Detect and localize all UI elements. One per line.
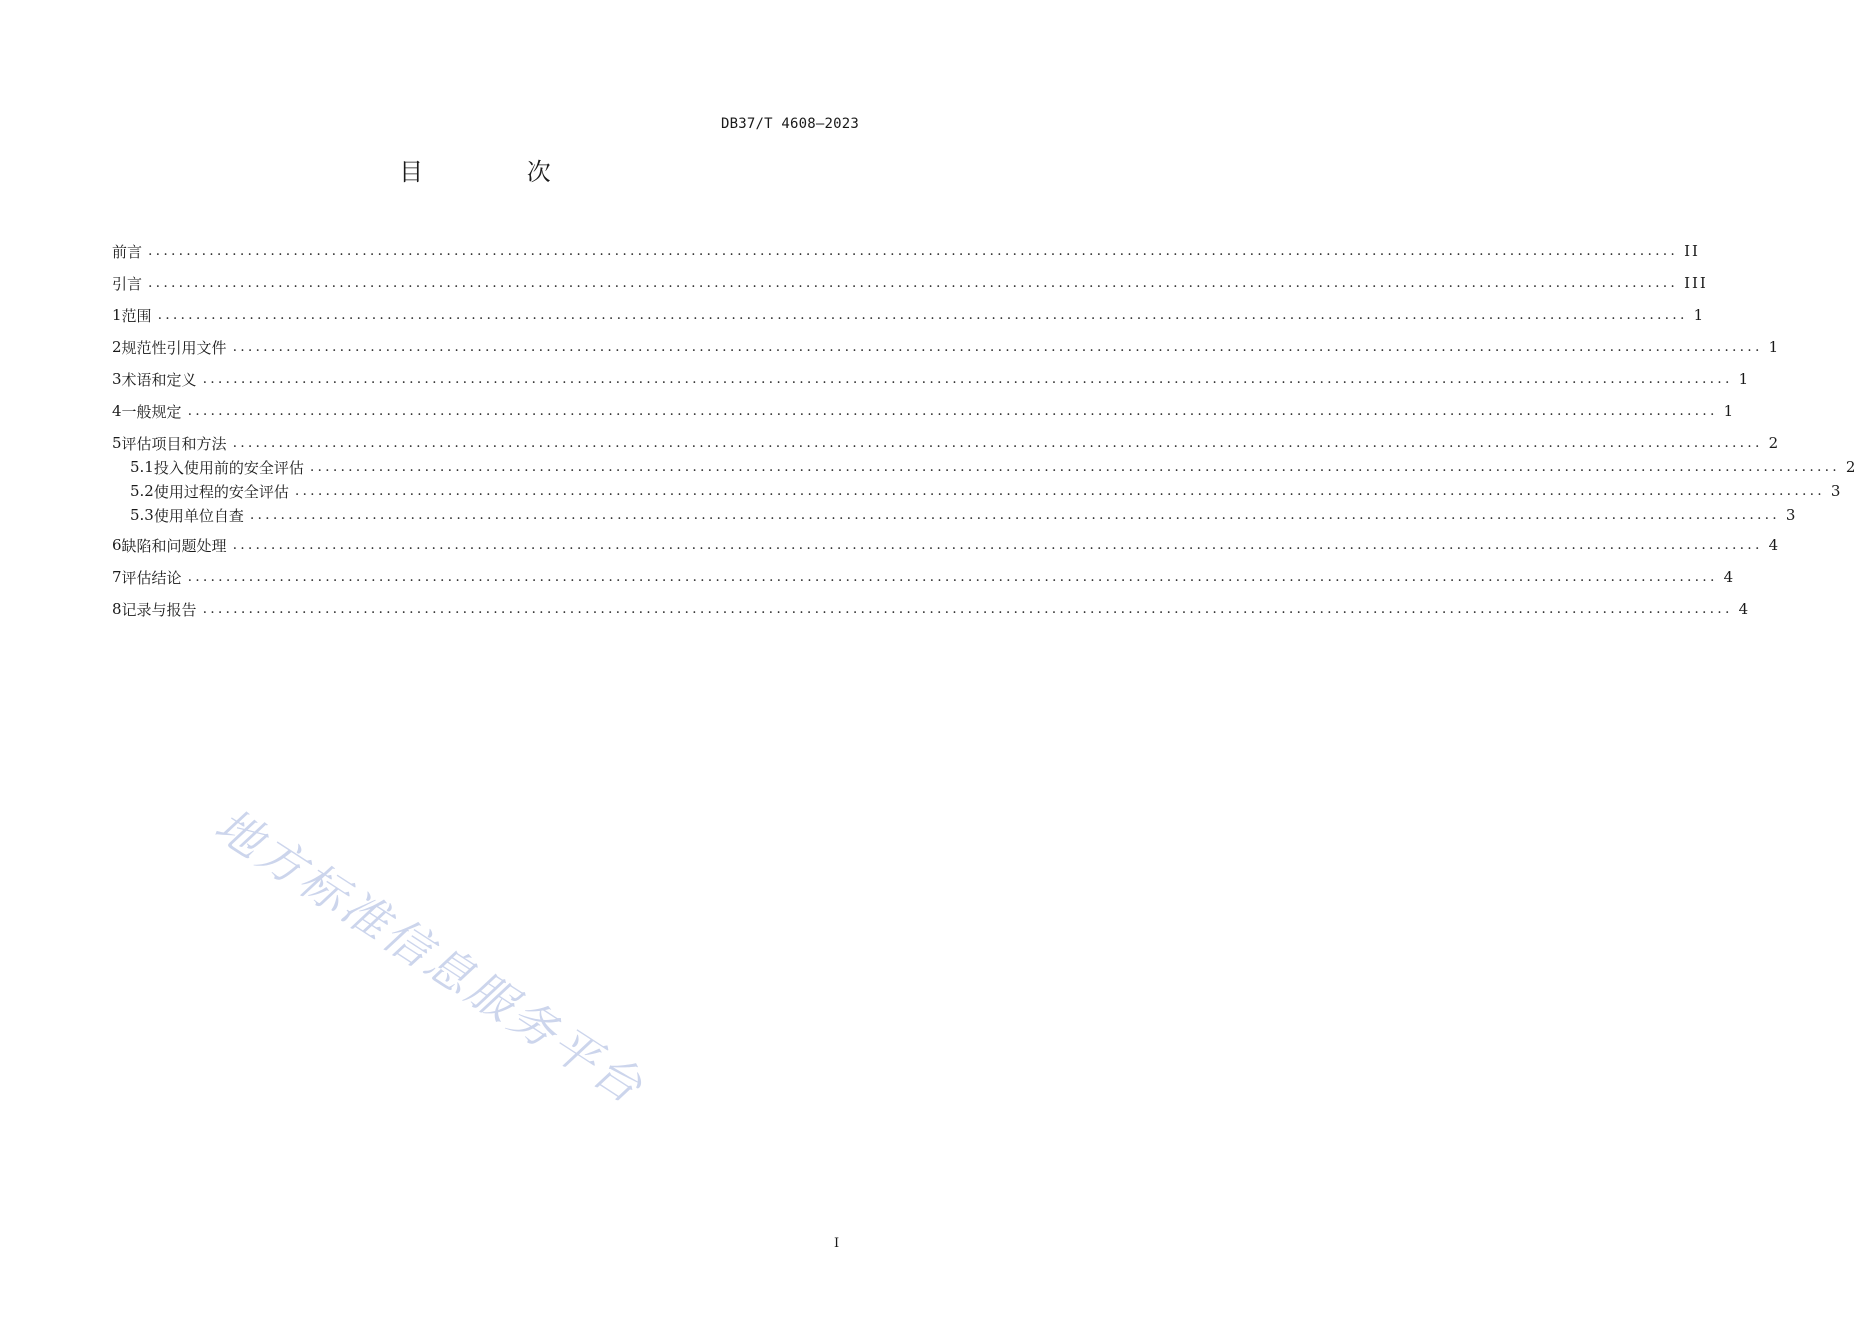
- toc-dot-leader: ........................................................................................................................................................................................................: [309, 459, 1840, 475]
- toc-entry-label: 使用过程的安全评估: [153, 482, 289, 501]
- toc-entry-page: 4: [1768, 536, 1781, 554]
- toc-entry-label: 范围: [121, 306, 152, 325]
- toc-entry-page: 1: [1738, 370, 1751, 388]
- toc-dot-leader: ........................................................................................................................................................................................................: [232, 537, 1763, 553]
- toc-entry-page: III: [1684, 274, 1708, 292]
- toc-entry[interactable]: [112, 240, 1700, 262]
- toc-dot-leader: ........................................................................................................................................................................................................: [202, 601, 1733, 617]
- toc-dot-leader: ........................................................................................................................................................................................................: [294, 483, 1825, 499]
- toc-dot-leader: ........................................................................................................................................................................................................: [148, 243, 1679, 259]
- toc-entry-page: 2: [1768, 434, 1781, 452]
- toc-dot-leader: ........................................................................................................................................................................................................: [187, 569, 1718, 585]
- toc-entry[interactable]: [112, 304, 1706, 326]
- toc-entry-page: 3: [1830, 482, 1843, 500]
- toc-entry[interactable]: [112, 368, 1751, 390]
- toc-entry[interactable]: [130, 480, 1843, 502]
- toc-entry-label: 术语和定义: [121, 370, 197, 389]
- page-number: I: [834, 1236, 840, 1251]
- toc-entry-page: 1: [1768, 338, 1781, 356]
- toc-entry-number: 5.1: [130, 458, 154, 476]
- toc-entry-page: 3: [1785, 506, 1798, 524]
- toc-entry-page: II: [1684, 242, 1700, 260]
- toc-entry-page: 4: [1723, 568, 1736, 586]
- toc-entry[interactable]: [112, 566, 1736, 588]
- toc-entry-number: 1: [112, 306, 122, 324]
- toc-entry-label: 评估项目和方法: [121, 434, 227, 453]
- toc-entry-number: 5.3: [130, 506, 154, 524]
- toc-entry-label: 规范性引用文件: [121, 338, 227, 357]
- toc-title: 目 次: [399, 158, 599, 186]
- watermark: 地方标准信息服务平台: [205, 797, 655, 1116]
- toc-dot-leader: ........................................................................................................................................................................................................: [232, 339, 1763, 355]
- toc-entry[interactable]: [112, 400, 1736, 422]
- toc-entry[interactable]: [112, 432, 1781, 454]
- toc-entry-number: 5.2: [130, 482, 154, 500]
- toc-dot-leader: ........................................................................................................................................................................................................: [232, 435, 1763, 451]
- toc-dot-leader: ........................................................................................................................................................................................................: [157, 307, 1688, 323]
- toc-entry-label: 前言: [112, 242, 143, 261]
- toc-entry[interactable]: [112, 336, 1781, 358]
- toc-entry-number: 7: [112, 568, 122, 586]
- toc-entry-label: 记录与报告: [121, 600, 197, 619]
- toc-entry-number: 2: [112, 338, 122, 356]
- toc-entry-page: 4: [1738, 600, 1751, 618]
- toc-entry-label: 投入使用前的安全评估: [153, 458, 304, 477]
- toc-dot-leader: ........................................................................................................................................................................................................: [148, 275, 1679, 291]
- toc-entry-page: 1: [1723, 402, 1736, 420]
- toc-entry[interactable]: [112, 598, 1751, 620]
- toc-entry[interactable]: [112, 534, 1781, 556]
- toc-dot-leader: ........................................................................................................................................................................................................: [249, 507, 1780, 523]
- toc-entry-number: 6: [112, 536, 122, 554]
- toc-entry-number: 3: [112, 370, 122, 388]
- toc-entry-number: 4: [112, 402, 122, 420]
- toc-entry-number: 8: [112, 600, 122, 618]
- toc-entry-label: 使用单位自查: [153, 506, 244, 525]
- toc-entry-page: 2: [1845, 458, 1857, 476]
- document-code: DB37/T 4608—2023: [720, 116, 859, 132]
- toc-entry-number: 5: [112, 434, 122, 452]
- toc-dot-leader: ........................................................................................................................................................................................................: [187, 403, 1718, 419]
- toc-entry-page: 1: [1693, 306, 1706, 324]
- toc-entry-label: 评估结论: [121, 568, 182, 587]
- toc-dot-leader: ........................................................................................................................................................................................................: [202, 371, 1733, 387]
- toc-entry[interactable]: [112, 272, 1708, 294]
- toc-entry-label: 引言: [112, 274, 143, 293]
- toc-entry-label: 缺陷和问题处理: [121, 536, 227, 555]
- toc-entry-label: 一般规定: [121, 402, 182, 421]
- toc-entry[interactable]: [130, 504, 1798, 526]
- toc-entry[interactable]: [130, 456, 1857, 478]
